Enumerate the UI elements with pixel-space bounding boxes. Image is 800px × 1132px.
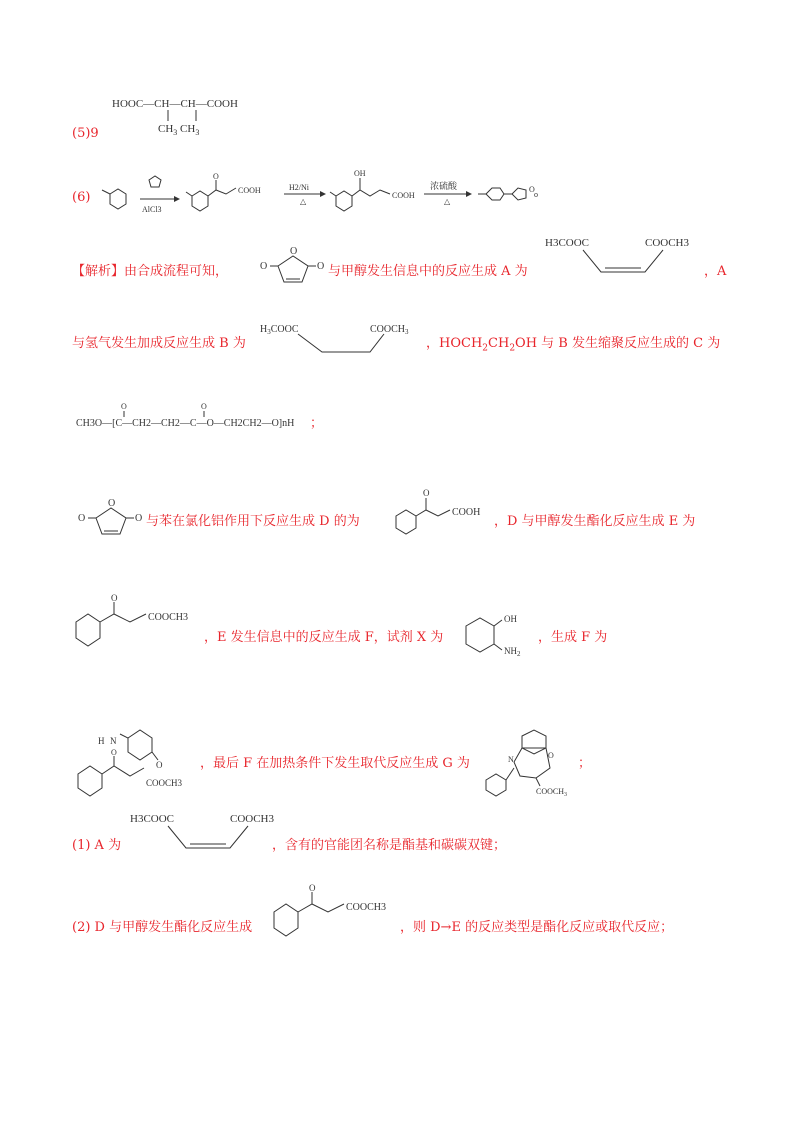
svg-text:O: O — [529, 185, 535, 194]
reagent-heat-2: △ — [444, 197, 451, 206]
q2-label: (2) D 与甲醇发生酯化反应生成 — [72, 920, 253, 935]
svg-text:COOCH3: COOCH3 — [645, 237, 690, 249]
structure-a-q1 — [130, 808, 290, 864]
item5-label: (5)9 — [72, 126, 99, 141]
analysis-line-e-b: ，生成 F 为 — [538, 630, 608, 645]
item5-structure — [110, 94, 260, 138]
svg-text:O: O — [213, 172, 219, 181]
analysis-line-d-a: 与苯在氯化铝作用下反应生成 D 的为 — [146, 514, 360, 529]
q2-text: ，则 D→E 的反应类型是酯化反应或取代反应； — [400, 920, 674, 935]
anhydride-structure-2 — [76, 496, 146, 542]
chain2-label: COOH — [392, 191, 415, 200]
svg-text:H: H — [98, 736, 105, 746]
reagent-alcl3: AlCl3 — [142, 205, 162, 214]
structure-e-q2 — [268, 884, 408, 940]
svg-text:COOCH3: COOCH3 — [146, 778, 183, 788]
item6-synthesis-route — [92, 166, 572, 216]
item6-label: (6) — [72, 190, 91, 205]
svg-text:H3COOC: H3COOC — [130, 813, 175, 825]
svg-text:O: O — [201, 402, 207, 411]
svg-text:O: O — [548, 751, 554, 760]
analysis-line1-c: ，A — [704, 264, 727, 279]
analysis-line1-b: 与甲醇发生信息中的反应生成 A 为 — [328, 264, 528, 279]
svg-text:O: O — [135, 513, 143, 524]
svg-text:O: O — [423, 488, 430, 498]
svg-text:O: O — [290, 246, 298, 257]
svg-text:H3COOC: H3COOC — [545, 237, 590, 249]
q1-label: (1) A 为 — [72, 838, 122, 853]
svg-text:O: O — [156, 760, 163, 770]
svg-text:N: N — [508, 755, 514, 764]
svg-text:O: O — [111, 593, 118, 603]
analysis-line-d-b: ，D 与甲醇发生酯化反应生成 E 为 — [494, 514, 696, 529]
structure-a-line1 — [545, 232, 705, 288]
reagent-h2so4: 浓硫酸 — [430, 181, 458, 191]
svg-text:O: O — [260, 261, 268, 272]
reagent-h2ni: H2/Ni — [289, 183, 309, 192]
analysis-line-e-a: ，E 发生信息中的反应生成 F，试剂 X 为 — [204, 630, 444, 645]
structure-b — [260, 318, 430, 358]
reagent-heat-1: △ — [300, 197, 307, 206]
analysis-line2-b: ，$HOCH_2CH_2OH$ 与 B 发生缩聚反应生成的 C 为 — [426, 336, 721, 354]
q1-text: ，含有的官能团名称是酯基和碳碳双键； — [272, 838, 507, 853]
svg-text:H3COOC: $H_3COOC$ — [260, 324, 299, 336]
analysis-line2-a: 与氢气发生加成反应生成 B 为 — [72, 336, 246, 351]
svg-text:COOCH3: COOCH3 — [230, 813, 275, 825]
svg-text:COOCH3: COOCH3 — [346, 902, 387, 913]
svg-text:o: o — [534, 190, 538, 199]
svg-text:COOCH3: $COOCH_3$ — [536, 787, 568, 798]
svg-text:CH3O—[C—CH2—CH2—C—O—CH2CH2—O]n: CH3O—[C—CH2—CH2—C—O—CH2CH2—O]nH — [76, 418, 295, 429]
structure-c-polymer — [76, 400, 326, 440]
analysis-polymer-end: ； — [310, 416, 324, 431]
svg-text:O: O — [108, 498, 116, 509]
oh-label: OH — [354, 169, 366, 178]
svg-text:O: O — [121, 402, 127, 411]
maleic-anhydride-structure — [258, 244, 328, 290]
chain1-label: COOH — [238, 186, 261, 195]
structure-d — [390, 488, 500, 538]
svg-text:O: O — [78, 513, 86, 524]
structure-x — [462, 606, 542, 662]
analysis-line-f: ，最后 F 在加热条件下发生取代反应生成 G 为 — [200, 756, 470, 771]
svg-text:O: O — [309, 883, 316, 893]
svg-text:COOCH3: $COOCH_3$ — [370, 324, 409, 336]
analysis-tag: 【解析】 — [72, 264, 125, 279]
svg-text:COOH: COOH — [452, 507, 481, 518]
item5-main-chain: HOOC—CH—CH—COOH — [112, 98, 238, 110]
structure-f — [72, 716, 202, 802]
item5-methyl-row: $CH_3$ $CH_3$ — [158, 123, 200, 137]
svg-text:NH2: $NH_2$ — [504, 646, 521, 658]
svg-text:OH: OH — [504, 614, 517, 624]
svg-text:O: O — [317, 261, 325, 272]
analysis-line-g-end: ； — [578, 756, 592, 771]
svg-text:O: O — [111, 748, 117, 757]
analysis-line1: 【解析】由合成流程可知， — [72, 264, 229, 279]
svg-text:N: N — [110, 736, 117, 746]
structure-e — [70, 594, 210, 650]
svg-text:COOCH3: COOCH3 — [148, 612, 189, 623]
